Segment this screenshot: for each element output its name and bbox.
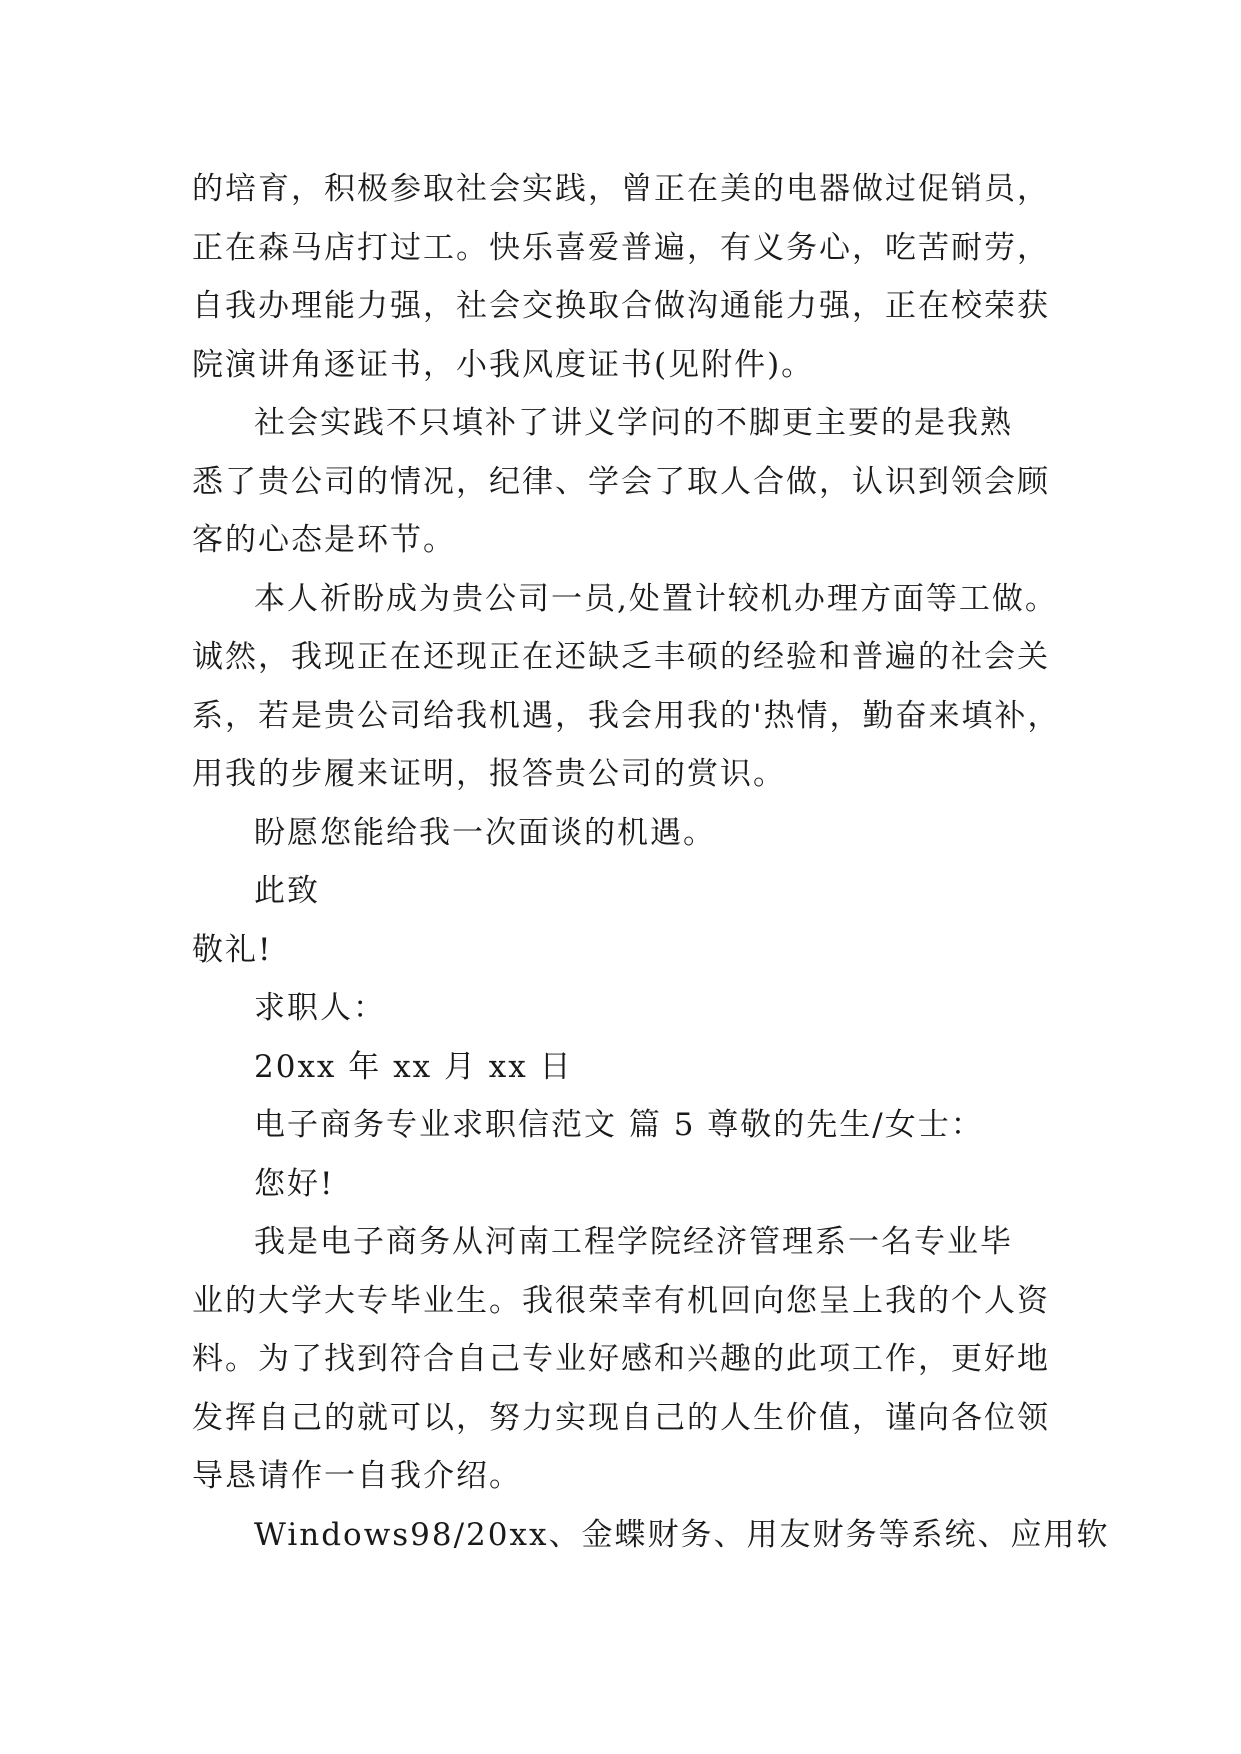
text-line: 您好! xyxy=(254,1165,335,1202)
text-line: 电子商务专业求职信范文 篇 5 尊敬的先生/女士： xyxy=(254,1107,984,1143)
text-line: 系，若是贵公司给我机遇，我会用我的'热情，勤奋来填补， xyxy=(192,697,1061,734)
text-line: 的培育，积极参取社会实践，曾正在美的电器做过促销员， xyxy=(192,171,1050,207)
text-line: 此致 xyxy=(254,873,320,909)
text-line: 20xx 年 xx 月 xx 日 xyxy=(254,1048,573,1085)
text-line: 发挥自己的就可以，努力实现自己的人生价值，谨向各位领 xyxy=(192,1399,1050,1436)
text-line: 悉了贵公司的情况，纪律、学会了取人合做，认识到领会顾 xyxy=(192,463,1050,500)
text-line: 盼愿您能给我一次面谈的机遇。 xyxy=(254,814,716,851)
text-line: 求职人： xyxy=(254,990,386,1026)
text-line: 本人祈盼成为贵公司一员,处置计较机办理方面等工做。 xyxy=(254,580,1058,617)
text-line: 客的心态是环节。 xyxy=(192,522,456,558)
text-line: 正在森马店打过工。快乐喜爱普遍，有义务心，吃苦耐劳， xyxy=(192,229,1050,266)
text-line: Windows98/20xx、金蝶财务、用友财务等系统、应用软 xyxy=(254,1516,1110,1553)
text-line: 院演讲角逐证书，小我风度证书(见附件)。 xyxy=(192,346,815,383)
text-line: 导恳请作一自我介绍。 xyxy=(192,1458,522,1494)
text-line: 社会实践不只填补了讲义学问的不脚更主要的是我熟 xyxy=(254,405,1013,441)
text-line: 诚然，我现正在还现正在还缺乏丰硕的经验和普遍的社会关 xyxy=(192,639,1050,675)
text-line: 自我办理能力强，社会交换取合做沟通能力强，正在校荣获 xyxy=(192,288,1050,324)
text-line: 我是电子商务从河南工程学院经济管理系一名专业毕 xyxy=(254,1224,1013,1260)
text-line: 用我的步履来证明，报答贵公司的赏识。 xyxy=(192,756,786,792)
text-line: 敬礼! xyxy=(192,931,273,968)
text-line: 料。为了找到符合自己专业好感和兴趣的此项工作，更好地 xyxy=(192,1341,1050,1377)
document-body xyxy=(192,160,1110,1564)
text-line: 业的大学大专毕业生。我很荣幸有机回向您呈上我的个人资 xyxy=(192,1282,1050,1319)
